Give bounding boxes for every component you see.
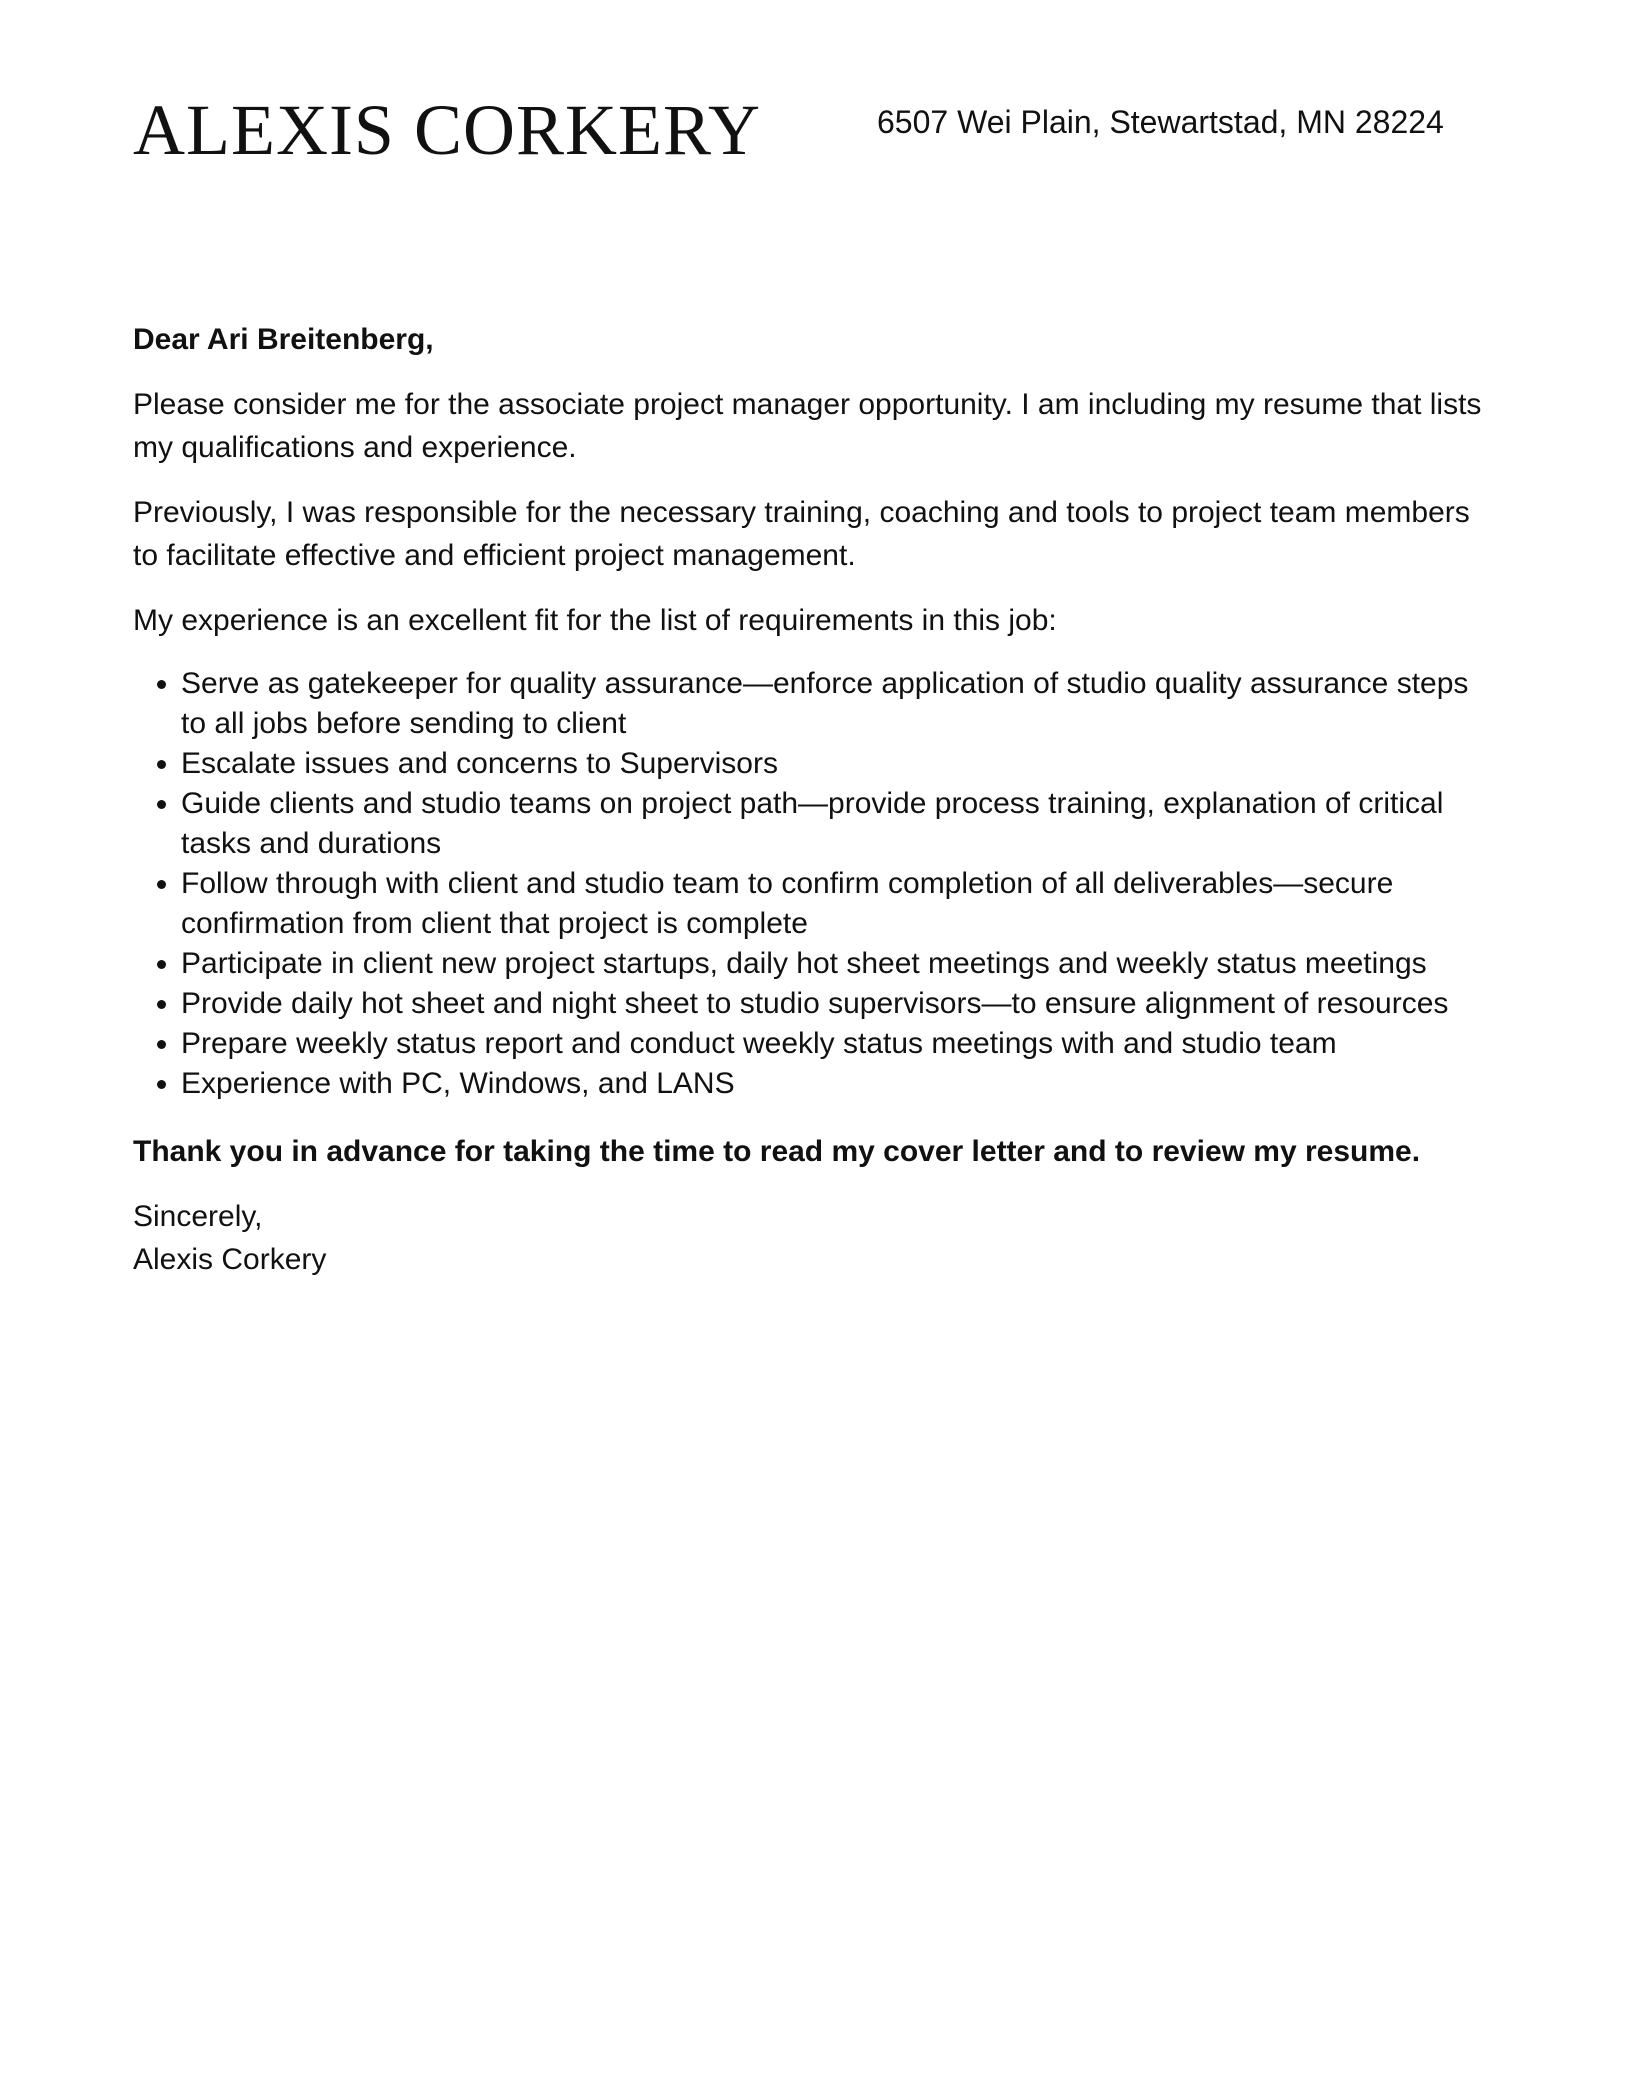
intro-paragraph: Please consider me for the associate project manager opportunity. I am including my resume that lists my qualifications and experience. [133,388,1482,464]
requirements-list [133,664,1495,1104]
letter-body [133,318,1495,1281]
salutation: Dear Ari Breitenberg, [133,323,434,356]
list-item: • Serve as gatekeeper for quality assurance—enforce application of studio quality assurance steps to all jobs before sending to client [181,664,1495,744]
signature-name: Alexis Corkery [133,1243,327,1276]
list-item: • Escalate issues and concerns to Supervisors [181,744,1495,784]
list-item: • Provide daily hot sheet and night sheet to studio supervisors—to ensure alignment of resources [181,984,1495,1024]
list-item: • Experience with PC, Windows, and LANS [181,1064,1495,1104]
list-item: • Guide clients and studio teams on project path—provide process training, explanation of critical tasks and durations [181,784,1495,864]
applicant-name: ALEXIS CORKERY [133,90,762,170]
list-item: • Participate in client new project startups, daily hot sheet meetings and weekly status meetings [181,944,1495,984]
requirements-intro: My experience is an excellent fit for the list of requirements in this job: [133,604,1057,637]
signoff: Sincerely, [133,1200,263,1233]
letter-header [133,88,1493,178]
applicant-address: 6507 Wei Plain, Stewartstad, MN 28224 [877,104,1444,140]
closing-statement: Thank you in advance for taking the time to read my cover letter and to review my resume. [133,1135,1421,1168]
experience-paragraph: Previously, I was responsible for the necessary training, coaching and tools to project team members to facilitate effective and efficient project management. [133,496,1470,572]
list-item: • Follow through with client and studio team to confirm completion of all deliverables—secure confirmation from client that project is complete [181,864,1495,944]
list-item: • Prepare weekly status report and conduct weekly status meetings with and studio team [181,1024,1495,1064]
